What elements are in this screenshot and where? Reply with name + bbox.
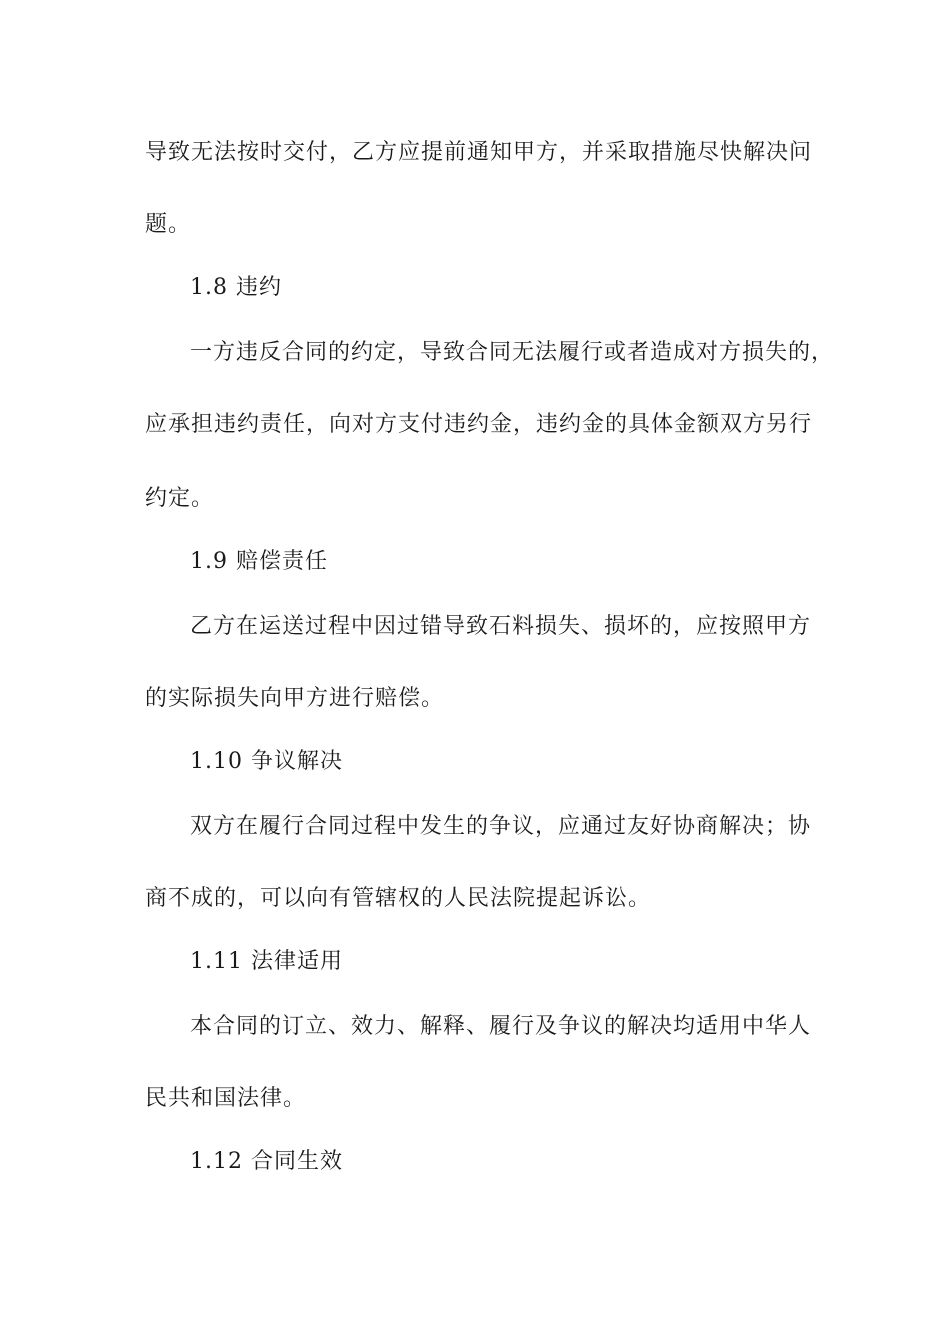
breach-paragraph-line-1: 一方违反合同的约定，导致合同无法履行或者造成对方损失的， xyxy=(190,340,835,365)
dispute-paragraph-line-1: 双方在履行合同过程中发生的争议，应通过友好协商解决；协 xyxy=(190,814,812,839)
breach-paragraph-line-3: 约定。 xyxy=(145,486,215,511)
section-heading-1-8: 1.8 违约 xyxy=(190,275,282,300)
paragraph-continuation-line-2: 题。 xyxy=(145,212,192,237)
section-heading-1-11: 1.11 法律适用 xyxy=(190,949,343,974)
compensation-paragraph-line-2: 的实际损失向甲方进行赔偿。 xyxy=(145,686,445,711)
paragraph-continuation-line-1: 导致无法按时交付，乙方应提前通知甲方，并采取措施尽快解决问 xyxy=(145,140,813,165)
compensation-paragraph-line-1: 乙方在运送过程中因过错导致石料损失、损坏的，应按照甲方 xyxy=(190,614,812,639)
applicable-law-paragraph-line-2: 民共和国法律。 xyxy=(145,1086,307,1111)
section-heading-1-10: 1.10 争议解决 xyxy=(190,749,343,774)
applicable-law-paragraph-line-1: 本合同的订立、效力、解释、履行及争议的解决均适用中华人 xyxy=(190,1014,812,1039)
breach-paragraph-line-2: 应承担违约责任，向对方支付违约金，违约金的具体金额双方另行 xyxy=(145,412,813,437)
section-heading-1-12: 1.12 合同生效 xyxy=(190,1149,343,1174)
dispute-paragraph-line-2: 商不成的，可以向有管辖权的人民法院提起诉讼。 xyxy=(145,886,652,911)
section-heading-1-9: 1.9 赔偿责任 xyxy=(190,549,328,574)
